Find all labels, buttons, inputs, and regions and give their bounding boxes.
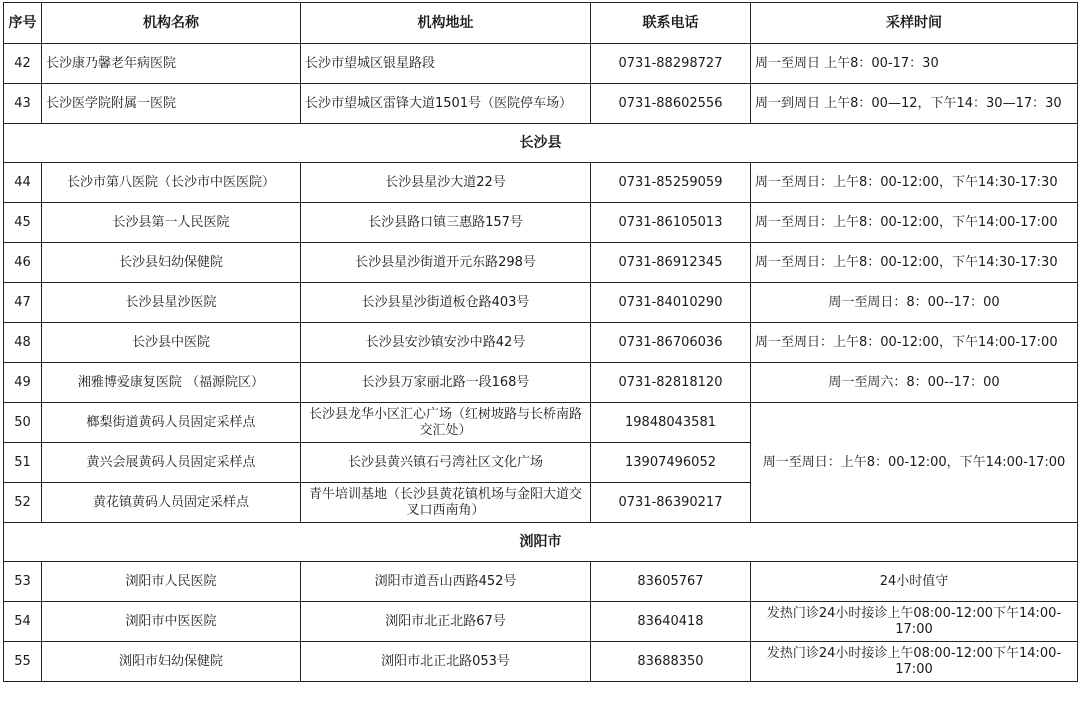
- row-number: 42: [4, 44, 42, 84]
- institution-name: 长沙县星沙医院: [42, 283, 301, 323]
- institution-name: 长沙康乃馨老年病医院: [42, 44, 301, 84]
- sampling-time: 周一至周日 上午8：00-17：30: [751, 44, 1078, 84]
- phone-number: 0731-82818120: [591, 363, 751, 403]
- table-row: [4, 602, 1078, 642]
- phone-number: 13907496052: [591, 443, 751, 483]
- sampling-sites-table: [3, 2, 1078, 682]
- sampling-time: 发热门诊24小时接诊上午08:00-12:00下午14:00-17:00: [751, 602, 1078, 642]
- phone-number: 0731-86105013: [591, 203, 751, 243]
- header-phone: 联系电话: [591, 3, 751, 44]
- institution-address: 长沙县安沙镇安沙中路42号: [301, 323, 591, 363]
- phone-number: 83605767: [591, 562, 751, 602]
- row-number: 47: [4, 283, 42, 323]
- section-row: [4, 124, 1078, 163]
- header-sampling-time: 采样时间: [751, 3, 1078, 44]
- institution-name: 黄花镇黄码人员固定采样点: [42, 483, 301, 523]
- institution-address: 长沙县星沙街道板仓路403号: [301, 283, 591, 323]
- section-title-changsha-county: 长沙县: [4, 124, 1078, 163]
- institution-address: 浏阳市北正北路053号: [301, 642, 591, 682]
- sampling-time: 周一至周日：上午8：00-12:00，下午14:00-17:00: [751, 203, 1078, 243]
- phone-number: 0731-86390217: [591, 483, 751, 523]
- row-number: 55: [4, 642, 42, 682]
- phone-number: 19848043581: [591, 403, 751, 443]
- row-number: 54: [4, 602, 42, 642]
- header-institution-address: 机构地址: [301, 3, 591, 44]
- institution-address: 长沙县黄兴镇石弓湾社区文化广场: [301, 443, 591, 483]
- sampling-time: 周一到周日 上午8：00—12，下午14：30—17：30: [751, 84, 1078, 124]
- row-number: 51: [4, 443, 42, 483]
- institution-name: 浏阳市中医医院: [42, 602, 301, 642]
- institution-address: 长沙县龙华小区汇心广场（红树坡路与长桥南路交汇处）: [301, 403, 591, 443]
- phone-number: 0731-86706036: [591, 323, 751, 363]
- institution-name: 长沙县中医院: [42, 323, 301, 363]
- phone-number: 0731-86912345: [591, 243, 751, 283]
- sampling-time: 周一至周六：8：00--17：00: [751, 363, 1078, 403]
- institution-name: 长沙县妇幼保健院: [42, 243, 301, 283]
- table-row: [4, 84, 1078, 124]
- institution-name: 黄兴会展黄码人员固定采样点: [42, 443, 301, 483]
- institution-name: 长沙市第八医院（长沙市中医医院）: [42, 163, 301, 203]
- sampling-time-merged: 周一至周日：上午8：00-12:00，下午14:00-17:00: [751, 403, 1078, 523]
- institution-name: 长沙县第一人民医院: [42, 203, 301, 243]
- row-number: 53: [4, 562, 42, 602]
- table-row: [4, 283, 1078, 323]
- row-number: 45: [4, 203, 42, 243]
- sampling-time: 周一至周日：8：00--17：00: [751, 283, 1078, 323]
- section-title-liuyang: 浏阳市: [4, 523, 1078, 562]
- table-row: [4, 243, 1078, 283]
- institution-name: 榔梨街道黄码人员固定采样点: [42, 403, 301, 443]
- table-row: [4, 403, 1078, 443]
- phone-number: 0731-88298727: [591, 44, 751, 84]
- row-number: 50: [4, 403, 42, 443]
- sampling-time: 周一至周日：上午8：00-12:00，下午14:30-17:30: [751, 163, 1078, 203]
- institution-address: 长沙市望城区雷锋大道1501号（医院停车场）: [301, 84, 591, 124]
- row-number: 52: [4, 483, 42, 523]
- phone-number: 0731-84010290: [591, 283, 751, 323]
- sampling-time: 周一至周日：上午8：00-12:00，下午14:30-17:30: [751, 243, 1078, 283]
- section-row: [4, 523, 1078, 562]
- institution-address: 长沙县万家丽北路一段168号: [301, 363, 591, 403]
- table-row: [4, 642, 1078, 682]
- table-row: [4, 44, 1078, 84]
- table-row: [4, 323, 1078, 363]
- table-row: [4, 203, 1078, 243]
- phone-number: 83640418: [591, 602, 751, 642]
- row-number: 49: [4, 363, 42, 403]
- sampling-time: 发热门诊24小时接诊上午08:00-12:00下午14:00-17:00: [751, 642, 1078, 682]
- table-row: [4, 562, 1078, 602]
- phone-number: 0731-88602556: [591, 84, 751, 124]
- table-row: [4, 163, 1078, 203]
- institution-name: 浏阳市人民医院: [42, 562, 301, 602]
- institution-address: 长沙市望城区银星路段: [301, 44, 591, 84]
- institution-name: 长沙医学院附属一医院: [42, 84, 301, 124]
- row-number: 46: [4, 243, 42, 283]
- institution-address: 浏阳市北正北路67号: [301, 602, 591, 642]
- phone-number: 0731-85259059: [591, 163, 751, 203]
- table-row: [4, 363, 1078, 403]
- phone-number: 83688350: [591, 642, 751, 682]
- institution-address: 长沙县星沙大道22号: [301, 163, 591, 203]
- institution-address: 青牛培训基地（长沙县黄花镇机场与金阳大道交叉口西南角）: [301, 483, 591, 523]
- institution-address: 长沙县路口镇三惠路157号: [301, 203, 591, 243]
- institution-address: 浏阳市道吾山西路452号: [301, 562, 591, 602]
- sampling-time: 周一至周日：上午8：00-12:00，下午14:00-17:00: [751, 323, 1078, 363]
- institution-name: 浏阳市妇幼保健院: [42, 642, 301, 682]
- table-header-row: [4, 3, 1078, 44]
- header-institution-name: 机构名称: [42, 3, 301, 44]
- header-number: 序号: [4, 3, 42, 44]
- row-number: 43: [4, 84, 42, 124]
- institution-address: 长沙县星沙街道开元东路298号: [301, 243, 591, 283]
- row-number: 48: [4, 323, 42, 363]
- row-number: 44: [4, 163, 42, 203]
- institution-name: 湘雅博爱康复医院 （福源院区）: [42, 363, 301, 403]
- sampling-time: 24小时值守: [751, 562, 1078, 602]
